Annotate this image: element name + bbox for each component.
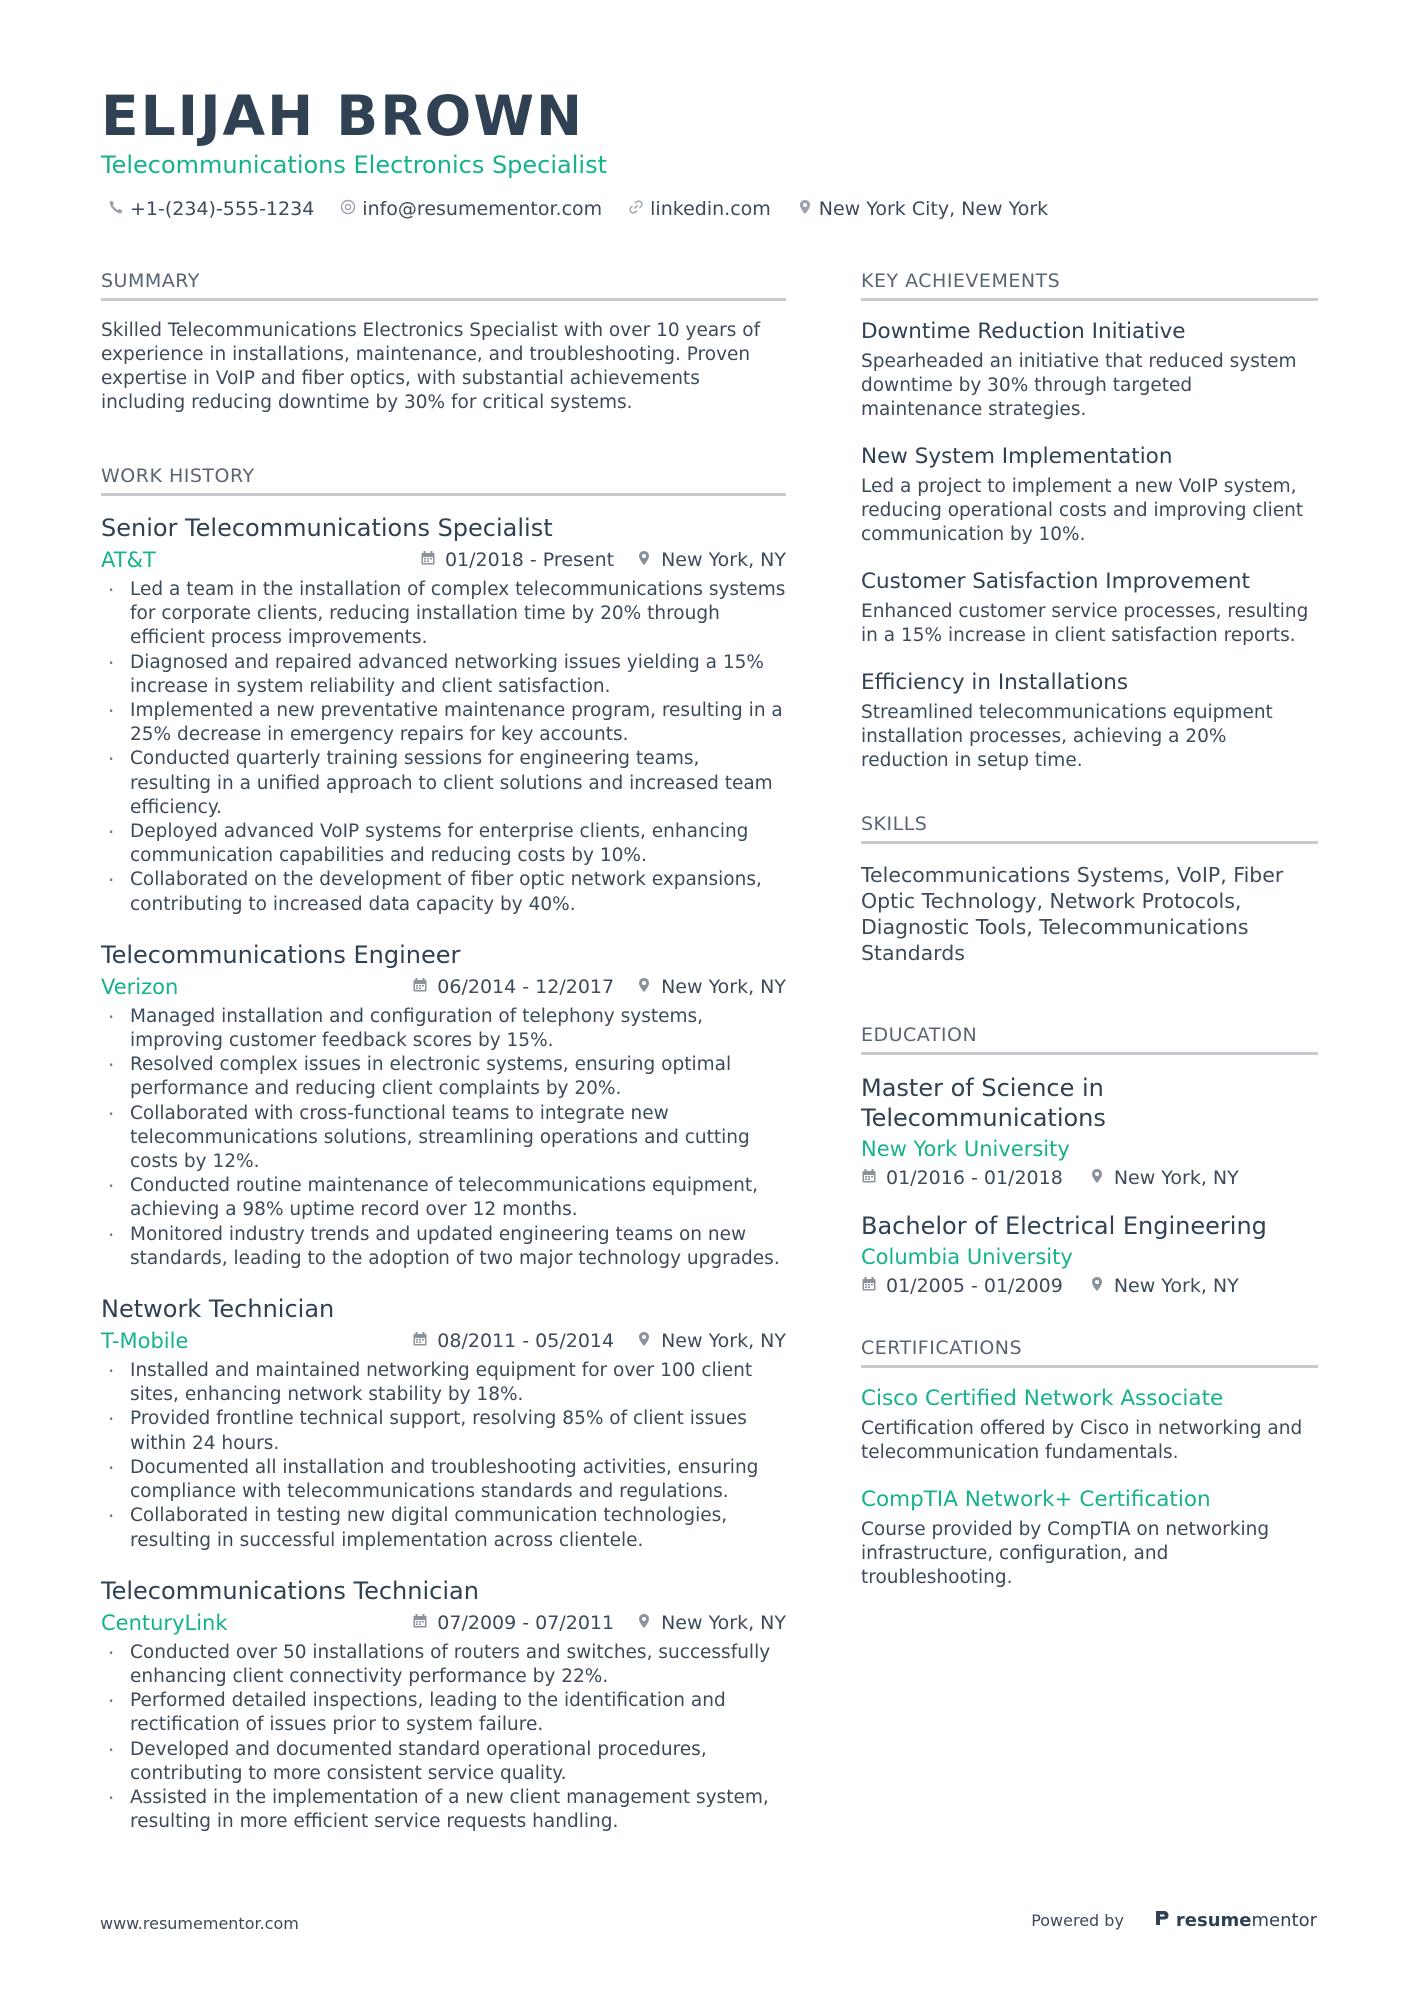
left-column xyxy=(101,270,786,1858)
linkedin-text[interactable]: linkedin.com xyxy=(650,198,771,220)
education-degree: Master of Science in Telecommunications xyxy=(861,1074,1106,1132)
calendar-icon xyxy=(420,549,436,571)
job-dates xyxy=(412,1330,614,1352)
location-pin-icon xyxy=(636,1330,652,1352)
achievement-item xyxy=(861,444,1318,547)
certification-desc: Course provided by CompTIA on networking infrastructure, configuration, and troubleshooting. xyxy=(861,1519,1270,1588)
job-meta xyxy=(101,548,786,572)
powered-by-label: Powered by xyxy=(1031,1911,1124,1930)
calendar-icon xyxy=(861,1167,877,1189)
job-company: AT&T xyxy=(101,548,156,572)
location-pin-icon xyxy=(636,976,652,998)
right-column xyxy=(861,270,1318,1612)
location-text: New York City, New York xyxy=(818,198,1049,220)
achievement-item xyxy=(861,319,1318,422)
job-bullet: · Developed and documented standard operational procedures, contributing to more consistent service quality. xyxy=(101,1738,786,1786)
job-bullet: · Resolved complex issues in electronic systems, ensuring optimal performance and reducing client complaints by 20%. xyxy=(101,1053,786,1101)
job-entry xyxy=(101,1577,786,1835)
certification-item xyxy=(861,1386,1318,1465)
education-list xyxy=(861,1073,1318,1297)
job-entry xyxy=(101,941,786,1271)
job-bullet: · Diagnosed and repaired advanced networking issues yielding a 15% increase in system reliability and client satisfaction. xyxy=(101,651,786,699)
footer-website[interactable]: www.resumementor.com xyxy=(100,1914,299,1933)
education-degree: Bachelor of Electrical Engineering xyxy=(861,1212,1267,1240)
job-title: Network Technician xyxy=(101,1295,335,1324)
job-bullet: · Implemented a new preventative maintenance program, resulting in a 25% decrease in emergency repairs for key accounts. xyxy=(101,699,786,747)
job-bullet: · Provided frontline technical support, resolving 85% of client issues within 24 hours. xyxy=(101,1407,786,1455)
education-meta xyxy=(861,1275,1318,1297)
location-pin-icon xyxy=(797,198,813,220)
achievement-desc: Enhanced customer service processes, resulting in a 15% increase in client satisfaction reports. xyxy=(861,601,1309,646)
job-meta xyxy=(101,1329,786,1353)
job-location xyxy=(636,1612,786,1634)
job-title: Senior Telecommunications Specialist xyxy=(101,514,553,542)
calendar-icon xyxy=(861,1275,877,1297)
contact-bar xyxy=(108,198,1048,220)
job-company: Verizon xyxy=(101,974,179,999)
certification-list xyxy=(861,1386,1318,1590)
summary-heading: SUMMARY xyxy=(101,270,786,301)
phone-icon xyxy=(108,198,124,220)
job-bullets xyxy=(101,578,786,917)
job-bullet: · Conducted over 50 installations of routers and switches, successfully enhancing client connectivity performance by 22%. xyxy=(101,1641,786,1689)
job-location-text: New York, NY xyxy=(661,549,786,571)
job-bullet: · Documented all installation and troubleshooting activities, ensuring compliance with telecommunications standards and regulations. xyxy=(101,1456,786,1504)
link-icon xyxy=(628,198,644,220)
achievement-desc: Streamlined telecommunications equipment installation processes, achieving a 20% reduction in setup time. xyxy=(861,702,1273,771)
job-bullet: · Collaborated in testing new digital communication technologies, resulting in successful implementation across clientele. xyxy=(101,1504,786,1552)
job-meta-right xyxy=(412,1612,786,1634)
job-bullet: · Collaborated with cross-functional teams to integrate new telecommunications solutions, streamlining operations and cutting costs by 12%. xyxy=(101,1102,786,1175)
job-bullet: · Installed and maintained networking equipment for over 100 client sites, enhancing network stability by 18%. xyxy=(101,1359,786,1407)
achievement-item xyxy=(861,569,1318,648)
job-bullet: · Conducted quarterly training sessions for engineering teams, resulting in a unified approach to client solutions and increased team efficiency. xyxy=(101,747,786,820)
job-title: Telecommunications Engineer xyxy=(101,940,461,969)
education-item xyxy=(861,1211,1318,1297)
job-title: Telecommunications Technician xyxy=(101,1576,479,1605)
skills-text: Telecommunications Systems, VoIP, Fiber Optic Technology, Network Protocols, Diagnostic Tools, Telecommunications Standards xyxy=(861,863,1284,965)
education-dates-text: 01/2005 - 01/2009 xyxy=(886,1275,1063,1297)
job-bullet: · Deployed advanced VoIP systems for enterprise clients, enhancing communication capabilities and reducing costs by 10%. xyxy=(101,820,786,868)
achievement-title: Customer Satisfaction Improvement xyxy=(861,569,1250,594)
phone-text: +1-(234)-555-1234 xyxy=(130,198,315,220)
education-meta xyxy=(861,1167,1318,1189)
job-meta-right xyxy=(412,1330,786,1352)
job-location xyxy=(636,549,786,571)
brand-mark-icon xyxy=(1154,1909,1170,1932)
job-meta xyxy=(101,975,786,999)
education-heading: EDUCATION xyxy=(861,1024,1318,1055)
at-icon xyxy=(340,198,356,220)
job-bullets xyxy=(101,1005,786,1271)
job-bullet: · Assisted in the implementation of a new client management system, resulting in more efficient service requests handling. xyxy=(101,1786,786,1834)
calendar-icon xyxy=(412,976,428,998)
certification-title: Cisco Certified Network Associate xyxy=(861,1386,1224,1411)
job-dates xyxy=(420,549,614,571)
email-text[interactable]: info@resumementor.com xyxy=(362,198,603,220)
job-location-text: New York, NY xyxy=(661,1611,786,1634)
job-company: T-Mobile xyxy=(101,1329,189,1354)
job-bullets xyxy=(101,1641,786,1835)
job-entry xyxy=(101,1295,786,1553)
certifications-heading: CERTIFICATIONS xyxy=(861,1337,1318,1368)
certification-title: CompTIA Network+ Certification xyxy=(861,1487,1211,1512)
education-location xyxy=(1089,1167,1239,1189)
job-meta-right xyxy=(420,549,786,571)
location-pin-icon xyxy=(636,549,652,571)
education-location-text: New York, NY xyxy=(1113,1167,1239,1189)
achievement-desc: Spearheaded an initiative that reduced system downtime by 30% through targeted maintenance strategies. xyxy=(861,351,1297,420)
achievement-list xyxy=(861,319,1318,773)
education-school: New York University xyxy=(861,1137,1070,1161)
job-bullet: · Managed installation and configuration of telephony systems, improving customer feedback scores by 15%. xyxy=(101,1005,786,1053)
education-dates xyxy=(861,1167,1063,1189)
job-location-text: New York, NY xyxy=(661,975,786,998)
summary-text: Skilled Telecommunications Electronics Specialist with over 10 years of experience in installations, maintenance, and troubleshooting. Proven expertise in VoIP and fiber optics, with substantial achievements including reducing downtime by 30% for critical systems. xyxy=(101,320,761,413)
work-history-heading: WORK HISTORY xyxy=(101,465,786,496)
job-location-text: New York, NY xyxy=(661,1330,786,1353)
location-pin-icon xyxy=(1089,1167,1105,1189)
job-dates xyxy=(412,976,614,998)
contact-linkedin xyxy=(628,198,771,220)
contact-phone xyxy=(108,198,314,220)
certification-desc: Certification offered by Cisco in networking and telecommunication fundamentals. xyxy=(861,1418,1303,1463)
job-bullet: · Collaborated on the development of fiber optic network expansions, contributing to increased data capacity by 40%. xyxy=(101,868,786,916)
job-dates xyxy=(412,1612,614,1634)
job-meta xyxy=(101,1611,786,1635)
achievement-title: Downtime Reduction Initiative xyxy=(861,319,1186,344)
certification-item xyxy=(861,1487,1318,1590)
job-entry xyxy=(101,514,786,917)
location-pin-icon xyxy=(636,1612,652,1634)
achievement-desc: Led a project to implement a new VoIP system, reducing operational costs and improving client communication by 10%. xyxy=(861,476,1304,545)
job-bullet: · Conducted routine maintenance of telecommunications equipment, achieving a 98% uptime record over 12 months. xyxy=(101,1174,786,1222)
calendar-icon xyxy=(412,1330,428,1352)
job-bullets xyxy=(101,1359,786,1553)
candidate-name: ELIJAH BROWN xyxy=(101,84,585,148)
job-company: CenturyLink xyxy=(101,1610,228,1635)
education-location-text: New York, NY xyxy=(1113,1275,1239,1297)
brand-logo[interactable] xyxy=(1154,1909,1317,1932)
achievement-title: New System Implementation xyxy=(861,444,1173,469)
job-bullet: · Led a team in the installation of complex telecommunications systems for corporate clients, reducing installation time by 20% through efficient process improvements. xyxy=(101,578,786,651)
job-meta-right xyxy=(412,976,786,998)
contact-email xyxy=(340,198,602,220)
brand-text-light: mentor xyxy=(1251,1910,1317,1931)
job-dates-text: 08/2011 - 05/2014 xyxy=(437,1330,615,1353)
achievement-title: Efficiency in Installations xyxy=(861,670,1129,695)
candidate-title: Telecommunications Electronics Specialist xyxy=(101,151,608,179)
footer-branding xyxy=(1031,1909,1317,1932)
job-location xyxy=(636,1330,786,1352)
job-dates-text: 07/2009 - 07/2011 xyxy=(437,1611,615,1634)
education-dates-text: 01/2016 - 01/2018 xyxy=(886,1167,1063,1189)
calendar-icon xyxy=(412,1612,428,1634)
job-dates-text: 01/2018 - Present xyxy=(444,549,615,571)
education-location xyxy=(1089,1275,1239,1297)
job-location xyxy=(636,976,786,998)
achievement-item xyxy=(861,670,1318,773)
job-bullet: · Performed detailed inspections, leading to the identification and rectification of issues prior to system failure. xyxy=(101,1689,786,1737)
education-dates xyxy=(861,1275,1063,1297)
skills-heading: SKILLS xyxy=(861,813,1318,844)
achievements-heading: KEY ACHIEVEMENTS xyxy=(861,270,1318,301)
job-list xyxy=(101,514,786,1834)
brand-text-bold: resume xyxy=(1175,1910,1252,1931)
education-item xyxy=(861,1073,1318,1189)
education-school: Columbia University xyxy=(861,1245,1073,1269)
job-dates-text: 06/2014 - 12/2017 xyxy=(437,975,615,998)
job-bullet: · Monitored industry trends and updated engineering teams on new standards, leading to the adoption of two major technology upgrades. xyxy=(101,1223,786,1271)
contact-location xyxy=(797,198,1048,220)
location-pin-icon xyxy=(1089,1275,1105,1297)
